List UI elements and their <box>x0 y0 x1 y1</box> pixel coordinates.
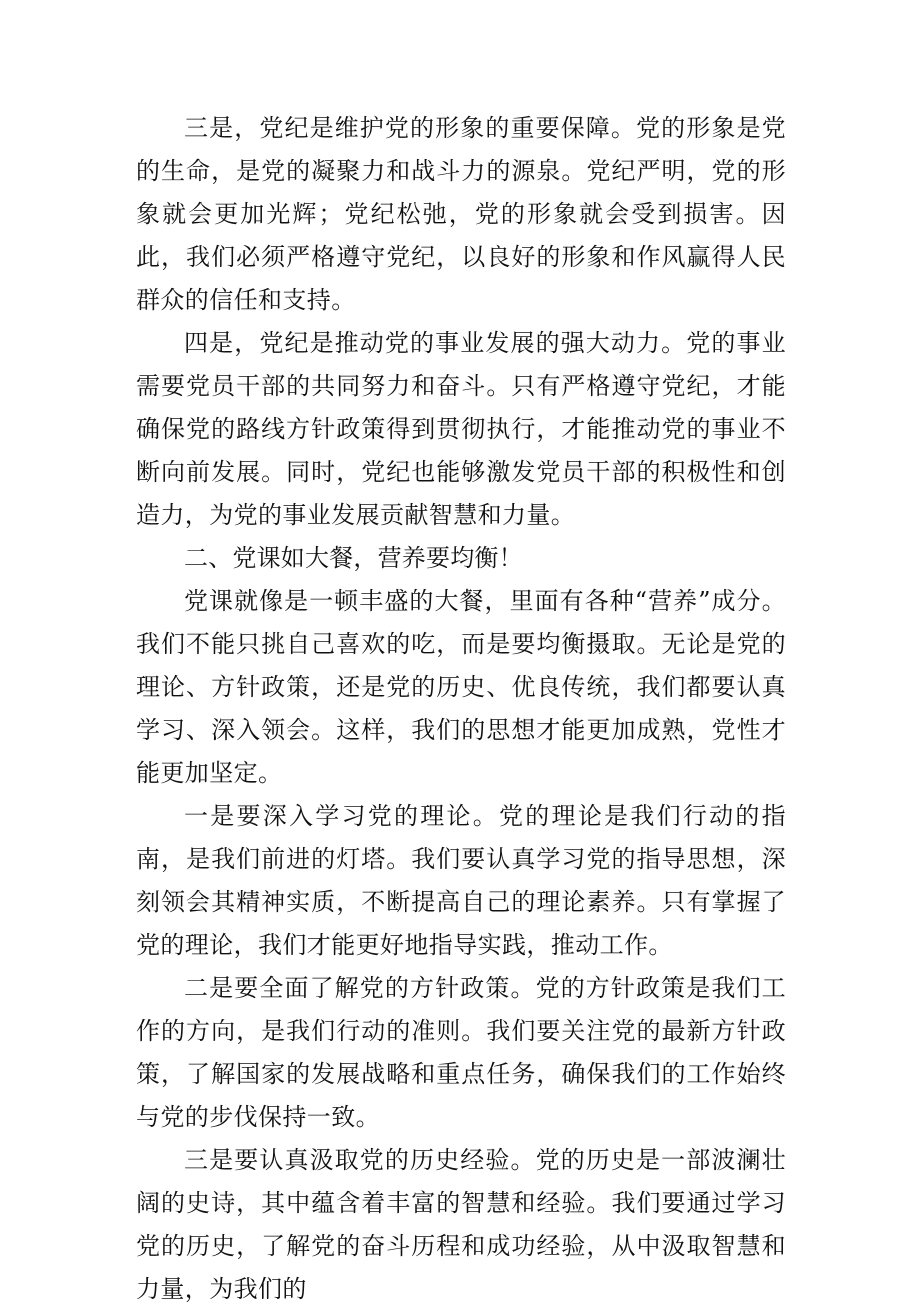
paragraph-party-cause: 四是，党纪是推动党的事业发展的强大动力。党的事业需要党员干部的共同努力和奋斗。只有严格遵守党纪，才能确保党的路线方针政策得到贯彻执行，才能推动党的事业不断向前发展。同时，党纪也能够激发党员干部的积极性和创造力，为党的事业发展贡献智慧和力量。 <box>136 329 786 529</box>
paragraph-party-image: 三是，党纪是维护党的形象的重要保障。党的形象是党的生命，是党的凝聚力和战斗力的源泉。党纪严明，党的形象就会更加光辉；党纪松弛，党的形象就会受到损害。因此，我们必须严格遵守党纪，以良好的形象和作风赢得人民群众的信任和支持。 <box>136 114 786 314</box>
paragraph-understand-policy: 二是要全面了解党的方针政策。党的方针政策是我们工作的方向，是我们行动的准则。我们要关注党的最新方针政策，了解国家的发展战略和重点任务，确保我们的工作始终与党的步伐保持一致。 <box>136 974 786 1131</box>
section-heading: 二、党课如大餐，营养要均衡！ <box>184 544 523 572</box>
paragraph-history-experience: 三是要认真汲取党的历史经验。党的历史是一部波澜壮阔的史诗，其中蕴含着丰富的智慧和经验。我们要通过学习党的历史，了解党的奋斗历程和成功经验，从中汲取智慧和力量，为我们的 <box>136 1146 786 1303</box>
paragraph-balanced-study: 党课就像是一顿丰盛的大餐，里面有各种“营养”成分。我们不能只挑自己喜欢的吃，而是要均衡摄取。无论是党的理论、方针政策，还是党的历史、优良传统，我们都要认真学习、深入领会。这样，我们的思想才能更加成熟，党性才能更加坚定。 <box>136 587 786 787</box>
document-body <box>136 107 786 1311</box>
paragraph-study-theory: 一是要深入学习党的理论。党的理论是我们行动的指南，是我们前进的灯塔。我们要认真学习党的指导思想，深刻领会其精神实质，不断提高自己的理论素养。只有掌握了党的理论，我们才能更好地指导实践，推动工作。 <box>136 802 786 959</box>
